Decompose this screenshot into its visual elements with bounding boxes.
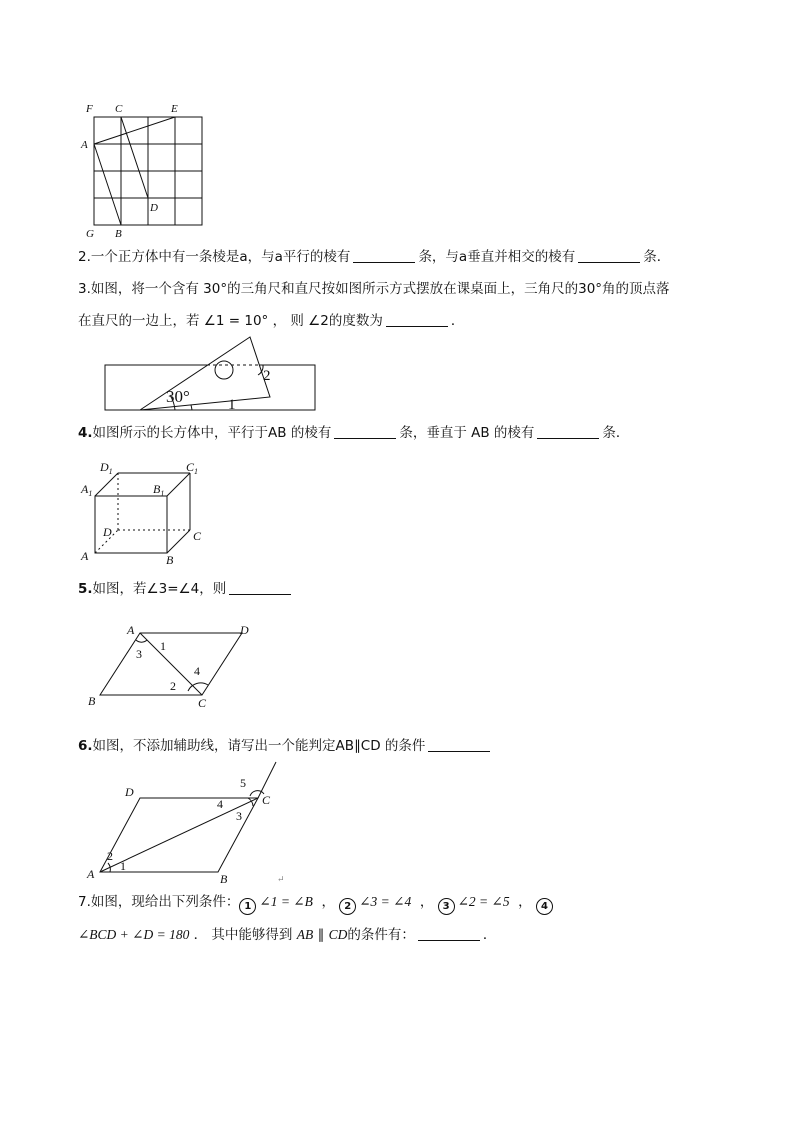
question-7-line2: ∠BCD + ∠D = 180 ． 其中能够得到 AB ∥ CD的条件有： ． — [78, 927, 497, 943]
return-mark: ↵ — [277, 874, 285, 884]
angle-2-label: 2 — [107, 849, 113, 863]
angle-30-label: 30° — [166, 387, 190, 406]
angle-2-label: 2 — [263, 368, 271, 384]
label-B1: $B_1$ — [153, 482, 165, 498]
grid-figure — [80, 100, 210, 240]
label-B: B — [220, 872, 228, 886]
label-B: B — [115, 228, 122, 240]
label-C: C — [262, 793, 271, 807]
angle-1-label: 1 — [228, 397, 236, 413]
cuboid-figure — [78, 456, 218, 568]
label-D1: $D_1$ — [100, 460, 113, 476]
label-A: A — [81, 549, 89, 563]
question-7-line1: 7.如图，现给出下列条件： 1 ∠1 = ∠B ， 2 ∠3 = ∠4 ， 3 ∠2 = ∠5 ， 4 — [78, 893, 556, 915]
answer-blank[interactable] — [353, 249, 415, 263]
label-B: B — [88, 694, 96, 708]
condition-1-marker: 1 — [239, 898, 256, 915]
label-D: D — [103, 525, 112, 539]
label-G: G — [86, 228, 94, 240]
label-E: E — [171, 103, 178, 115]
label-D: D — [125, 785, 134, 799]
answer-blank[interactable] — [418, 927, 480, 941]
label-A: A — [81, 139, 88, 151]
label-F: F — [86, 103, 93, 115]
label-A1: $A_1$ — [81, 482, 93, 498]
angle-2-label: 2 — [170, 679, 176, 693]
answer-blank[interactable] — [537, 425, 599, 439]
question-2: 2.一个正方体中有一条棱是a，与a平行的棱有 条，与a垂直并相交的棱有 条． — [78, 249, 671, 265]
label-C: C — [193, 529, 202, 543]
label-C: C — [198, 696, 207, 710]
answer-blank[interactable] — [428, 738, 490, 752]
label-C1: $C_1$ — [186, 460, 199, 476]
angle-3-label: 3 — [136, 647, 142, 661]
label-D: D — [240, 623, 249, 637]
ruler-triangle-figure — [100, 334, 325, 414]
angle-4-label: 4 — [194, 664, 200, 678]
angle-3-label: 3 — [236, 809, 242, 823]
condition-3-marker: 3 — [438, 898, 455, 915]
answer-blank[interactable] — [578, 249, 640, 263]
label-A: A — [87, 867, 95, 881]
question-6: 6.如图，不添加辅助线，请写出一个能判定AB∥CD 的条件 — [78, 737, 493, 755]
question-5: 5.如图，若∠3=∠4，则 — [78, 580, 294, 598]
question-4: 4.如图所示的长方体中，平行于AB 的棱有 条，垂直于 AB 的棱有 条． — [78, 425, 630, 441]
label-A: A — [127, 623, 135, 637]
label-D: D — [150, 202, 158, 214]
parallelogram-figure-6 — [82, 760, 297, 885]
answer-blank[interactable] — [334, 425, 396, 439]
question-3-line2: 在直尺的一边上，若 ∠1 = 10° ， 则 ∠2的度数为 ． — [78, 313, 465, 329]
question-3-line1: 3.如图，将一个含有 30°的三角尺和直尺按如图所示方式摆放在课桌面上，三角尺的30°角的顶点落 — [78, 281, 670, 297]
label-B: B — [166, 553, 174, 567]
angle-4-label: 4 — [217, 797, 223, 811]
angle-5-label: 5 — [240, 776, 246, 790]
condition-2-marker: 2 — [339, 898, 356, 915]
angle-1-label: 1 — [120, 859, 126, 873]
angle-1-label: 1 — [160, 639, 166, 653]
parallelogram-figure-5 — [82, 620, 262, 712]
answer-blank[interactable] — [386, 313, 448, 327]
answer-blank[interactable] — [229, 581, 291, 595]
label-C: C — [115, 103, 123, 115]
condition-4-marker: 4 — [536, 898, 553, 915]
